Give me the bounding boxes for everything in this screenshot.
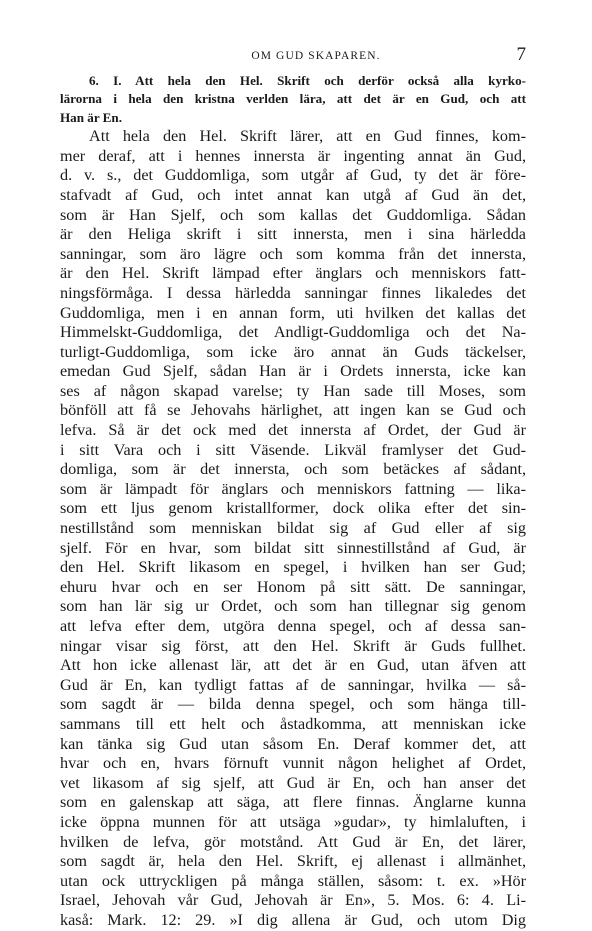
paragraph-line: att lefva efter dem, utgöra denna spegel, och af dessa san- (60, 617, 526, 636)
paragraph-line: hvilken de lefva, gör motstånd. Att Gud är En, det lärer, (60, 832, 526, 851)
section-heading-line: 6. I. Att hela den Hel. Skrift och derför också alla kyrko- (89, 73, 526, 88)
paragraph-line: Himmelskt-Guddomliga, det Andligt-Guddomliga och det Na- (60, 323, 526, 342)
paragraph-line: som ett ljus genom kristallformer, dock olika efter det sin- (60, 499, 526, 518)
paragraph-line: icke öppna munnen för att utsäga »gudar», ty himlaluften, i (60, 812, 526, 831)
paragraph-line: som en galenskap att säga, att flere finnas. Änglarne kunna (60, 793, 526, 812)
paragraph-line: sanningar, som äro lägre och som komma från det innersta, (60, 244, 526, 263)
paragraph-line: som är Han Sjelf, och som kallas det Guddomliga. Sådan (60, 205, 526, 224)
paragraph-line: kaså: Mark. 12: 29. »I dig allena är Gud, och utom Dig (60, 910, 526, 929)
paragraph-line: som är lämpadt för änglars och menniskors fattning — lika- (60, 479, 526, 498)
section-heading-line: Han är En. (60, 109, 122, 125)
paragraph-line: emedan Gud Sjelf, sådan Han är i Ordets innersta, icke kan (60, 362, 526, 381)
paragraph-line: domliga, som är det innersta, och som betäckes af sådant, (60, 460, 526, 479)
paragraph-line: ses af någon skapad varelse; ty Han sade till Moses, som (60, 381, 526, 400)
paragraph-line: lefva. Så är det ock med det innersta af Ordet, der Gud är (60, 421, 526, 440)
section-heading-line: lärorna i hela den kristna verlden lära, att det är en Gud, och att (60, 91, 526, 107)
paragraph-line: hvar och en, hvars förnuft vunnit någon helighet af Ordet, (60, 754, 526, 773)
paragraph-line: bönföll att få se Jehovahs härlighet, att ingen kan se Gud och (60, 401, 526, 420)
paragraph-line: mer deraf, att i hennes innersta är ingenting annat än Gud, (60, 146, 526, 165)
paragraph-line: som sagdt är, hela den Hel. Skrift, ej allenast i allmänhet, (60, 852, 526, 871)
paragraph-line: ehuru hvar och en ser Honom på sitt sätt. De sanningar, (60, 577, 526, 596)
paragraph-line: sjelf. För en hvar, som bildat sitt sinnestillstånd af Gud, är (60, 538, 526, 557)
paragraph-line: ningsförmåga. I dessa härledda sanningar finnes likaledes det (60, 283, 526, 302)
paragraph-line: ningar visar sig först, att den Hel. Skrift är Guds fullhet. (60, 636, 526, 655)
paragraph-line: utan ock uttryckligen på många ställen, såsom: t. ex. »Hör (60, 871, 526, 890)
paragraph-line: som han lär sig ur Ordet, och som han tillegnar sig genom (60, 597, 526, 616)
paragraph-line: Israel, Jehovah vår Gud, Jehovah är En», 5. Mos. 6: 4. Li- (60, 891, 526, 910)
paragraph-line: som sagdt är — bilda denna spegel, och som hänga till- (60, 695, 526, 714)
paragraph-line: Att hon icke allenast lär, att det är en Gud, utan äfven att (60, 656, 526, 675)
paragraph-line: i sitt Vara och i sitt Väsende. Likväl framlyser det Gud- (60, 440, 526, 459)
paragraph-line: Gud är En, kan tydligt fattas af de sanningar, hvilka — så- (60, 675, 526, 694)
paragraph-line: är den Heliga skrift i sitt innersta, men i sina härledda (60, 225, 526, 244)
paragraph-line: är den Hel. Skrift lämpad efter änglars och menniskors fatt- (60, 264, 526, 283)
paragraph-line: nestillstånd som menniskan bildat sig af Gud eller af sig (60, 519, 526, 538)
paragraph-line: turligt-Guddomliga, som icke äro annat än Guds täckelser, (60, 342, 526, 361)
paragraph-line: vet likasom af sig sjelf, att Gud är En, och han anser det (60, 773, 526, 792)
paragraph-line: den Hel. Skrift likasom en spegel, i hvilken han ser Gud; (60, 558, 526, 577)
paragraph-line: stafvadt af Gud, och intet annat kan utgå af Gud än det, (60, 185, 526, 204)
running-title: OM GUD SKAPAREN. (251, 50, 381, 62)
text-block (60, 72, 526, 931)
paragraph-line: Guddomliga, men i en annan form, uti hvilken det kallas det (60, 303, 526, 322)
paragraph-line: Att hela den Hel. Skrift lärer, att en Gud finnes, kom- (89, 127, 526, 146)
paragraph-line: d. v. s., det Guddomliga, som utgår af Gud, ty det är före- (60, 166, 526, 185)
page-number: 7 (516, 44, 526, 65)
paragraph-line: kan tänka sig Gud utan såsom En. Deraf kommer det, att (60, 734, 526, 753)
paragraph-line: sammans till ett helt och åstadkomma, att menniskan icke (60, 714, 526, 733)
running-head (106, 44, 526, 66)
